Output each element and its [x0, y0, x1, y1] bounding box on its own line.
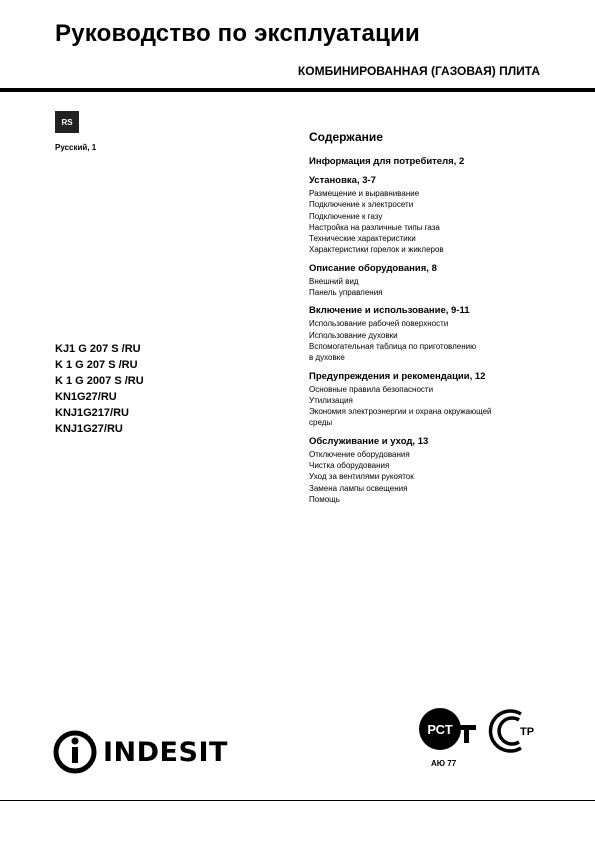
header-rule — [0, 88, 595, 92]
toc-item-list — [309, 449, 549, 505]
model-item: KJ1 G 207 S /RU — [55, 343, 141, 355]
toc-item: Вспомогательная таблица по приготовлению — [309, 341, 477, 351]
toc-item: Экономия электроэнергии и охрана окружающей — [309, 407, 492, 417]
toc-item: Размещение и выравнивание — [309, 189, 420, 198]
footer-rule — [0, 800, 595, 801]
rst-mark-text: РСТ — [427, 722, 453, 737]
certification-code: АЮ 77 — [431, 759, 457, 768]
toc-item-list — [309, 276, 549, 299]
toc-item-list — [309, 318, 549, 363]
toc-item: Панель управления — [309, 288, 383, 298]
toc-section-title[interactable]: Включение и использование, 9-11 — [309, 305, 470, 317]
toc-item-list — [309, 384, 549, 429]
rst-certification-mark — [418, 706, 478, 752]
toc-item: Использование рабочей поверхности — [309, 319, 449, 329]
toc-section — [309, 156, 549, 168]
toc-section-title[interactable]: Информация для потребителя, 2 — [309, 156, 465, 167]
document-title: Руководство по эксплуатации — [55, 20, 420, 47]
toc-item: Основные правила безопасности — [309, 384, 434, 394]
toc-section-title[interactable]: Обслуживание и уход, 13 — [309, 435, 429, 447]
brand-wordmark: INDESIT — [103, 736, 228, 768]
model-item: KNJ1G217/RU — [55, 407, 129, 419]
toc-item: Помощь — [309, 494, 340, 504]
toc-section-title[interactable]: Предупреждения и рекомендации, 12 — [309, 370, 486, 382]
indesit-logo-icon — [53, 730, 97, 774]
toc-item: Утилизация — [309, 395, 353, 405]
toc-item: Настройка на различные типы газа — [309, 222, 440, 232]
document-subtitle: КОМБИНИРОВАННАЯ (ГАЗОВАЯ) ПЛИТА — [297, 64, 540, 78]
brand-logo — [53, 730, 228, 774]
toc-item: в духовке — [309, 353, 345, 363]
ctp-mark-text: ТР — [519, 726, 535, 738]
toc-heading: Содержание — [309, 130, 383, 144]
toc-item: Отключение оборудования — [309, 449, 410, 459]
toc-section-title[interactable]: Установка, 3-7 — [309, 175, 376, 186]
toc-item: Уход за вентилями рукояток — [309, 472, 414, 482]
table-of-contents — [309, 130, 549, 512]
model-list — [55, 341, 144, 437]
toc-item: Подключение к газу — [309, 211, 383, 221]
toc-item: Замена лампы освещения — [309, 483, 408, 493]
model-item: KNJ1G27/RU — [55, 423, 123, 435]
language-badge: RS — [55, 111, 79, 133]
toc-item: Технические характеристики — [309, 234, 416, 244]
toc-item: среды — [309, 418, 333, 428]
model-item: K 1 G 207 S /RU — [55, 359, 138, 371]
toc-section — [309, 371, 549, 429]
toc-item: Подключение к электросети — [309, 200, 414, 210]
model-item: K 1 G 2007 S /RU — [55, 375, 144, 387]
toc-section — [309, 263, 549, 299]
model-item: KN1G27/RU — [55, 391, 117, 403]
toc-item: Внешний вид — [309, 276, 359, 286]
toc-item: Характеристики горелок и жиклеров — [309, 245, 444, 255]
language-label: Русский, 1 — [55, 143, 97, 152]
toc-section-title[interactable]: Описание оборудования, 8 — [309, 262, 437, 274]
toc-section — [309, 175, 549, 256]
toc-item-list — [309, 188, 549, 256]
toc-section — [309, 436, 549, 505]
toc-item: Чистка оборудования — [309, 461, 390, 471]
ctp-certification-mark — [483, 708, 545, 754]
toc-section — [309, 305, 549, 363]
toc-item: Использование духовки — [309, 330, 398, 340]
